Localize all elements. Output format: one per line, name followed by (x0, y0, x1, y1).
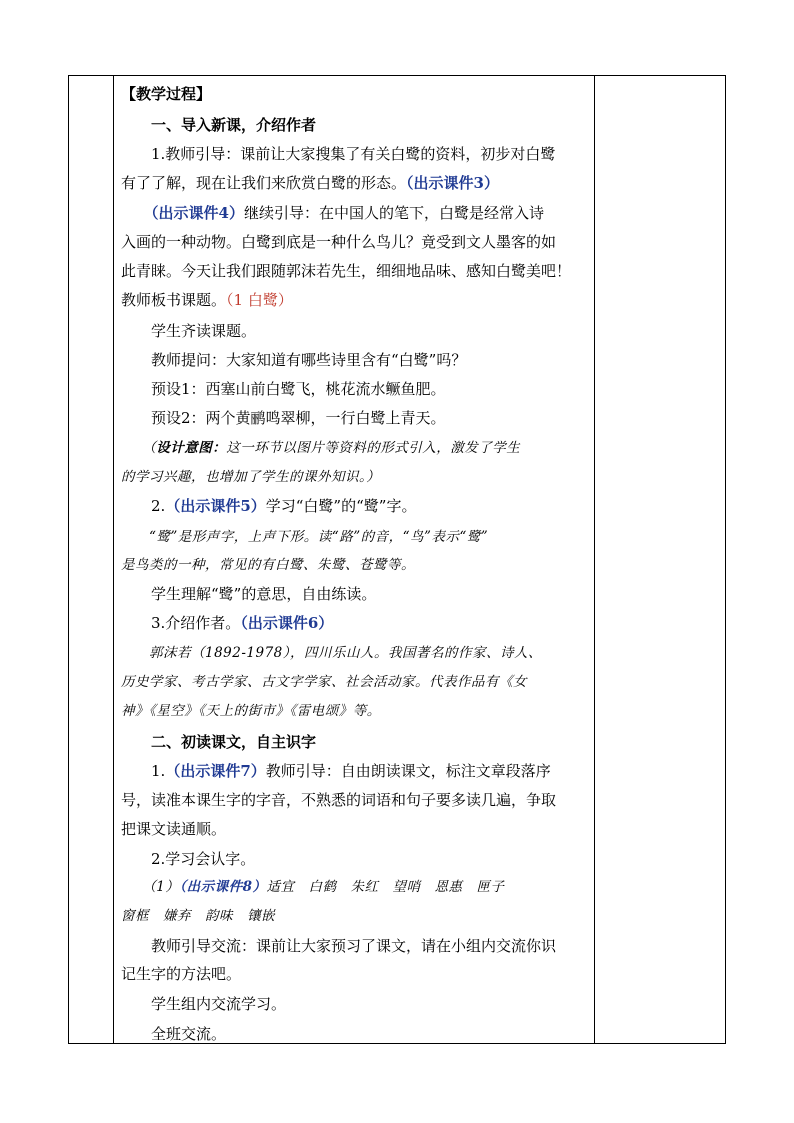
text-segment: 【教学过程】 (121, 85, 212, 103)
text-segment: 学生齐读课题。 (121, 322, 257, 340)
text-segment: 窗框 嫌弃 韵味 镶嵌 (121, 908, 275, 924)
text-line (121, 761, 551, 781)
lesson-plan-table (68, 75, 726, 1044)
text-line (121, 438, 520, 458)
text-segment: 此青睐。今天让我们跟随郭沫若先生，细细地品味、感知白鹭美吧！ (121, 262, 572, 280)
text-segment: 有了了解，现在让我们来欣赏白鹭的形态。 (121, 174, 407, 192)
text-line (121, 732, 316, 752)
text-line (121, 906, 275, 926)
text-segment: （1 白鹭） (226, 291, 293, 309)
text-line (121, 994, 286, 1014)
text-segment: 教师引导交流：课前让大家预习了课文，请在小组内交流你识 (121, 937, 557, 955)
text-line (121, 849, 255, 869)
text-line (121, 643, 542, 663)
text-segment: 的学习兴趣，也增加了学生的课外知识。） (121, 469, 381, 485)
text-segment: 这一环节以图片等资料的形式引入，激发了学生 (226, 440, 521, 456)
text-segment: 入画的一种动物。白鹭到底是一种什么鸟儿？竟受到文人墨客的如 (121, 233, 557, 251)
text-segment: 1. (121, 762, 166, 780)
text-line (121, 964, 241, 984)
text-line (121, 173, 499, 193)
text-segment: （1） (121, 879, 180, 895)
text-segment: 2. (121, 497, 166, 515)
text-line (121, 496, 416, 516)
text-segment: “鹭”是形声字，上声下形。读“路”的音，“鸟”表示“鹭” (121, 529, 489, 545)
teaching-process-cell (115, 76, 595, 1043)
text-segment: 教师引导：自由朗读课文，标注文章段落序 (265, 762, 551, 780)
text-line (121, 936, 556, 956)
text-segment: 是鸟类的一种，常见的有白鹭、朱鹭、苍鹭等。 (121, 557, 415, 573)
text-segment: 3.介绍作者。 (121, 614, 241, 632)
text-segment: 全班交流。 (121, 1025, 227, 1043)
text-segment: 2.学习会认字。 (121, 850, 256, 868)
text-line (121, 261, 571, 281)
text-line (121, 321, 256, 341)
text-line (121, 613, 333, 633)
text-segment: 历史学家、考古学家、古文字学家、社会活动家。代表作品有《女 (121, 674, 527, 690)
text-segment: 学生理解“鹭”的意思，自由练读。 (121, 585, 377, 603)
text-segment: 把课文读通顺。 (121, 820, 227, 838)
text-segment: （出示课件3） (406, 174, 499, 192)
text-segment: 1.教师引导：课前让大家搜集了有关白鹭的资料，初步对白鹭 (121, 145, 556, 163)
text-line (121, 527, 488, 547)
text-segment: 预设1：西塞山前白鹭飞，桃花流水鳜鱼肥。 (121, 380, 446, 398)
text-line (121, 408, 446, 428)
text-line (121, 672, 527, 692)
text-line (121, 144, 555, 164)
text-segment: 教师提问：大家知道有哪些诗里含有“白鹭”吗？ (121, 351, 467, 369)
notes-column-cell (594, 76, 725, 1043)
text-segment: 郭沫若（1892-1978），四川乐山人。我国著名的作家、诗人、 (121, 645, 543, 661)
text-segment: 设计意图： (156, 440, 227, 456)
text-line (121, 877, 505, 897)
text-segment: 一、导入新课，介绍作者 (121, 116, 317, 134)
text-line (121, 584, 376, 604)
text-segment: 号，读准本课生字的字音，不熟悉的词语和句子要多读几遍，争取 (121, 791, 557, 809)
text-segment: （出示课件4） (121, 204, 244, 222)
text-segment: （出示课件6） (240, 614, 334, 632)
text-segment: 学生组内交流学习。 (121, 995, 287, 1013)
text-segment: 教师板书课题。 (121, 291, 227, 309)
text-segment: 二、初读课文，自主识字 (121, 733, 317, 751)
text-line (121, 290, 293, 310)
text-line (121, 203, 544, 223)
text-segment: （ (121, 440, 157, 456)
text-segment: 学习“白鹭”的“鹭”字。 (265, 497, 417, 515)
text-line (121, 790, 556, 810)
text-segment: 适宜 白鹤 朱红 望哨 恩惠 匣子 (266, 879, 505, 895)
left-column-cell (69, 76, 114, 1043)
text-line (121, 819, 226, 839)
text-line (121, 350, 466, 370)
text-line (121, 555, 415, 575)
text-line (121, 701, 381, 721)
text-segment: （出示课件5） (165, 497, 266, 515)
text-line (121, 379, 446, 399)
text-line (121, 1024, 226, 1044)
text-line (121, 467, 380, 487)
text-line (121, 84, 211, 104)
text-line (121, 232, 556, 252)
text-segment: （出示课件7） (165, 762, 266, 780)
text-line (121, 115, 316, 135)
text-segment: 神》《星空》《天上的街市》《雷电颂》等。 (121, 703, 381, 719)
text-segment: （出示课件8） (179, 879, 267, 895)
text-segment: 继续引导：在中国人的笔下，白鹭是经常入诗 (243, 204, 544, 222)
text-segment: 记生字的方法吧。 (121, 965, 242, 983)
text-segment: 预设2：两个黄鹂鸣翠柳，一行白鹭上青天。 (121, 409, 446, 427)
